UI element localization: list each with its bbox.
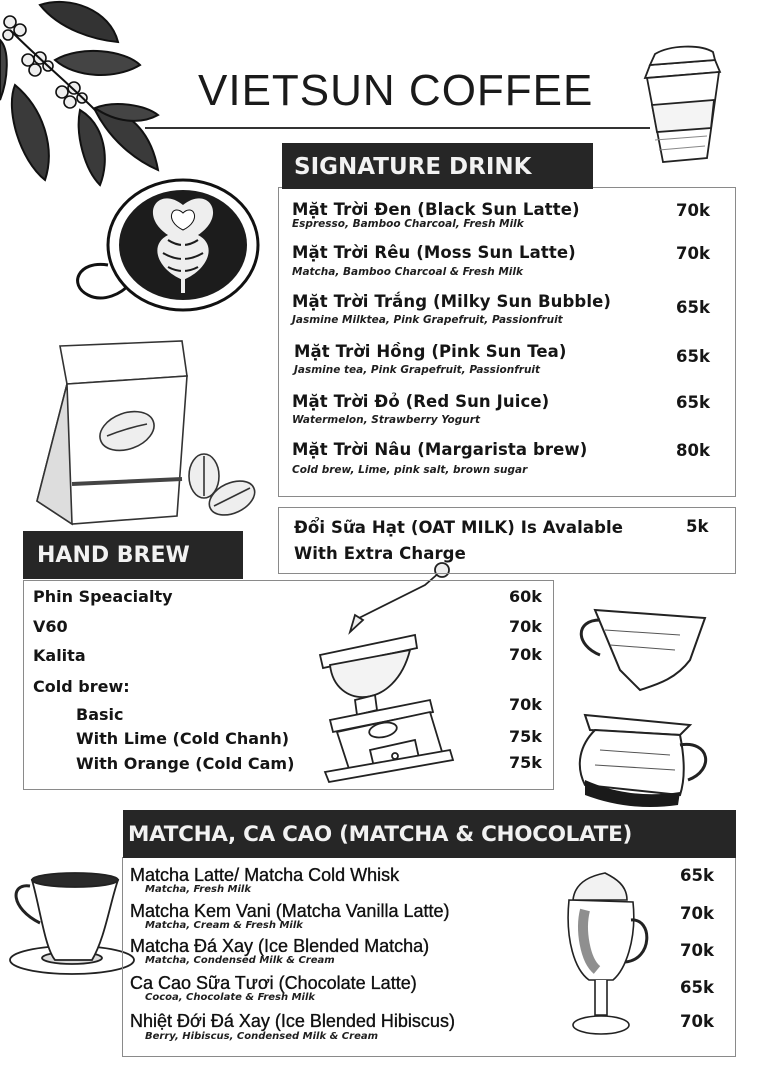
teacup-saucer-icon <box>10 868 140 983</box>
menu-item <box>130 901 449 931</box>
coffee-branch-icon <box>0 0 170 190</box>
item-name: Mặt Trời Trắng (Milky Sun Bubble) <box>292 292 612 311</box>
menu-item <box>294 342 567 376</box>
takeaway-cup-icon <box>635 40 730 165</box>
item-description: Matcha, Cream & Fresh Milk <box>145 920 303 931</box>
item-price: 65k <box>680 866 714 885</box>
menu-item <box>130 936 429 966</box>
cold-brew-item: With Lime (Cold Chanh) <box>76 729 290 748</box>
item-price: 80k <box>676 441 710 460</box>
cold-brew-item: With Orange (Cold Cam) <box>76 754 295 773</box>
menu-item <box>130 973 417 1003</box>
menu-item <box>292 200 580 230</box>
cold-brew-item: Basic <box>76 705 124 724</box>
menu-item <box>130 1011 455 1042</box>
item-price: 70k <box>680 1012 714 1031</box>
title-divider <box>145 127 650 129</box>
item-price: 75k <box>509 753 542 772</box>
item-price: 70k <box>680 904 714 923</box>
menu-item <box>292 440 587 476</box>
item-price: 70k <box>676 244 710 263</box>
item-name: Matcha Latte/ Matcha Cold Whisk <box>130 865 400 885</box>
item-name: Mặt Trời Đỏ (Red Sun Juice) <box>292 392 550 411</box>
coffee-bag-icon <box>32 336 262 526</box>
item-description: Jasmine Milktea, Pink Grapefruit, Passionfruit <box>292 314 563 326</box>
item-price: 70k <box>509 645 542 664</box>
item-description: Matcha, Condensed Milk & Cream <box>145 955 335 966</box>
cold-brew-label: Cold brew: <box>33 677 130 696</box>
item-price: 70k <box>676 201 710 220</box>
oat-milk-line-2: With Extra Charge <box>294 544 466 563</box>
hand-brew-item: Kalita <box>33 646 86 665</box>
item-description: Jasmine tea, Pink Grapefruit, Passionfruit <box>294 364 541 376</box>
item-price: 70k <box>509 695 542 714</box>
page-title: VIETSUN COFFEE <box>198 66 594 115</box>
menu-item <box>292 292 611 326</box>
item-description: Watermelon, Strawberry Yogurt <box>292 414 480 426</box>
item-name: Matcha Đá Xay (Ice Blended Matcha) <box>130 936 430 956</box>
oat-milk-note <box>294 515 623 567</box>
item-price: 70k <box>509 617 542 636</box>
menu-item <box>292 243 576 278</box>
hand-brew-item: V60 <box>33 617 68 636</box>
pour-over-dripper-icon <box>570 600 715 810</box>
menu-item <box>130 865 399 895</box>
item-price: 65k <box>676 298 710 317</box>
item-name: Matcha Kem Vani (Matcha Vanilla Latte) <box>130 901 450 921</box>
item-name: Mặt Trời Nâu (Margarista brew) <box>292 440 588 459</box>
item-price: 70k <box>680 941 714 960</box>
item-description: Cocoa, Chocolate & Fresh Milk <box>145 992 316 1003</box>
signature-drink-heading: SIGNATURE DRINK <box>282 143 593 189</box>
item-name: Nhiệt Đới Đá Xay (Ice Blended Hibiscus) <box>130 1011 455 1031</box>
item-description: Berry, Hibiscus, Condensed Milk & Cream <box>145 1031 379 1042</box>
item-description: Matcha, Fresh Milk <box>145 884 252 895</box>
menu-item <box>292 392 549 426</box>
item-name: Mặt Trời Rêu (Moss Sun Latte) <box>292 243 576 262</box>
matcha-heading: MATCHA, CA CAO (MATCHA & CHOCOLATE) <box>123 810 736 858</box>
item-description: Espresso, Bamboo Charcoal, Fresh Milk <box>292 218 524 230</box>
item-name: Mặt Trời Hồng (Pink Sun Tea) <box>294 342 567 361</box>
oat-milk-line-1: Đổi Sữa Hạt (OAT MILK) Is Avalable <box>294 518 624 537</box>
item-price: 65k <box>680 978 714 997</box>
oat-milk-price: 5k <box>686 517 709 536</box>
item-price: 65k <box>676 393 710 412</box>
item-description: Cold brew, Lime, pink salt, brown sugar <box>292 464 528 476</box>
hand-brew-heading: HAND BREW <box>23 531 243 579</box>
item-price: 65k <box>676 347 710 366</box>
item-description: Matcha, Bamboo Charcoal & Fresh Milk <box>292 266 523 278</box>
item-price: 75k <box>509 727 542 746</box>
item-name: Ca Cao Sữa Tươi (Chocolate Latte) <box>130 973 417 993</box>
latte-art-cup-icon <box>68 175 258 335</box>
item-price: 60k <box>509 587 542 606</box>
hand-brew-item: Phin Speacialty <box>33 587 173 606</box>
item-name: Mặt Trời Đen (Black Sun Latte) <box>292 200 580 219</box>
